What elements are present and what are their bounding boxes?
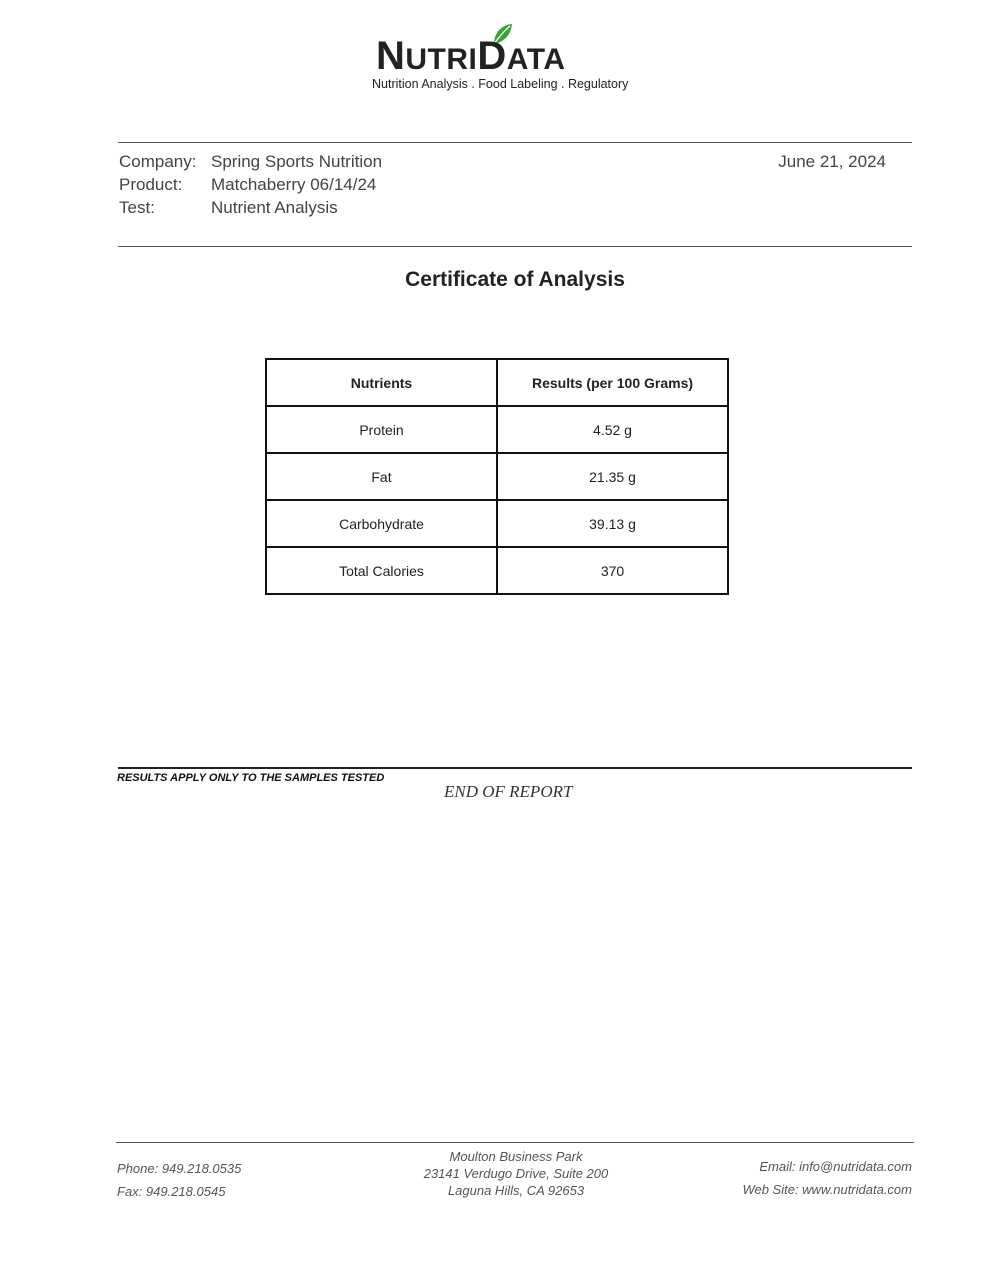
test-value: Nutrient Analysis [211,198,338,217]
footer-phone: Phone: 949.218.0535 [117,1161,242,1176]
footer-rule [116,1142,914,1143]
nutrient-results-table [265,358,729,595]
logo-wordmark: NUTRIDATA [376,34,566,78]
nutrient-name: Carbohydrate [266,500,497,547]
product-value: Matchaberry 06/14/24 [211,175,377,194]
product-label: Product: [119,175,183,194]
footer-address-line-2: 23141 Verdugo Drive, Suite 200 [423,1166,609,1181]
nutrient-name: Fat [266,453,497,500]
company-value: Spring Sports Nutrition [211,152,383,171]
footer-website[interactable]: Web Site: www.nutridata.com [742,1182,912,1197]
page-title: Certificate of Analysis [405,268,625,291]
nutrient-value: 39.13 g [497,500,728,547]
nutrient-value: 370 [497,547,728,594]
footer-address-line-1: Moulton Business Park [449,1149,583,1164]
nutrient-value: 4.52 g [497,406,728,453]
nutrient-value: 21.35 g [497,453,728,500]
report-date: June 21, 2024 [778,152,886,171]
header-top-rule [118,142,912,143]
test-label: Test: [119,198,155,217]
footer-address-line-3: Laguna Hills, CA 92653 [447,1183,585,1198]
table-row [266,547,728,594]
column-header-nutrients: Nutrients [266,359,497,406]
logo-tagline: Nutrition Analysis . Food Labeling . Regulatory [372,77,629,91]
company-label: Company: [119,152,197,171]
nutrient-name: Total Calories [266,547,497,594]
footer-fax: Fax: 949.218.0545 [117,1184,226,1199]
table-row [266,453,728,500]
end-of-report: END OF REPORT [444,782,573,801]
results-rule [118,767,912,769]
nutridata-logo [372,22,632,97]
table-row [266,406,728,453]
column-header-results: Results (per 100 Grams) [497,359,728,406]
table-row [266,500,728,547]
footer-email[interactable]: Email: info@nutridata.com [759,1159,912,1174]
table-header-row [266,359,728,406]
nutrient-name: Protein [266,406,497,453]
results-disclaimer: RESULTS APPLY ONLY TO THE SAMPLES TESTED [117,772,385,784]
header-bottom-rule [118,246,912,247]
